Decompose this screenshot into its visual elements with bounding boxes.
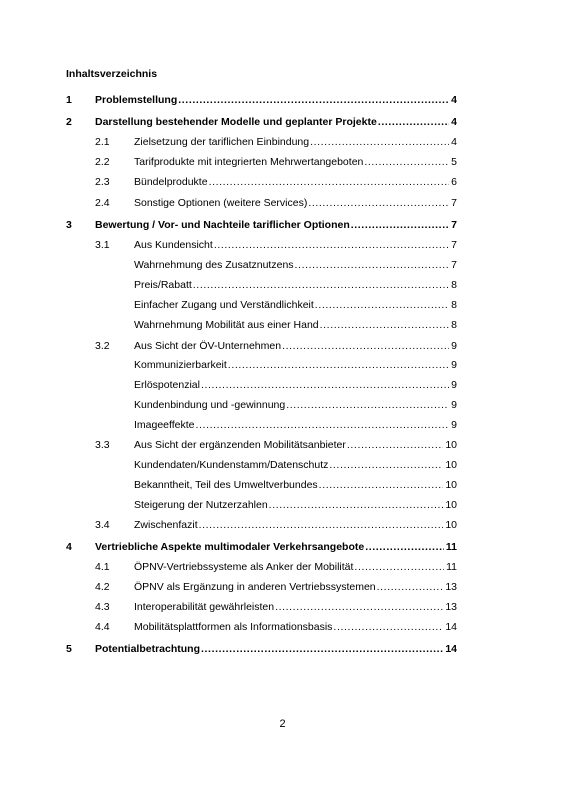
toc-entry-3-3[interactable]	[0, 438, 565, 452]
toc-entry-page: 10	[445, 499, 457, 511]
toc-entry-4-2[interactable]	[0, 580, 565, 594]
toc-entry-page: 14	[445, 643, 457, 655]
toc-entry-3-1-d[interactable]	[0, 318, 565, 332]
toc-entry-page: 13	[445, 601, 457, 613]
toc-entry-page: 7	[451, 259, 457, 271]
toc-entry-title: ÖPNV als Ergänzung in anderen Vertriebssystemen	[134, 581, 376, 593]
toc-entry-title: Kundendaten/Kundenstamm/Datenschutz	[134, 459, 329, 471]
toc-entry-number: 4.1	[95, 561, 110, 573]
dot-leader	[199, 518, 444, 532]
toc-entry-page: 9	[451, 379, 457, 391]
toc-entry-title: Vertriebliche Aspekte multimodaler Verkehrsangebote	[95, 541, 365, 553]
toc-entry-page: 4	[451, 94, 457, 106]
toc-entry-title: Aus Sicht der ergänzenden Mobilitätsanbieter	[134, 439, 346, 451]
page-number: 2	[279, 718, 286, 730]
toc-entry-3[interactable]	[0, 218, 565, 232]
dot-leader	[201, 378, 449, 392]
toc-entry-title: Einfacher Zugang und Verständlichkeit	[134, 299, 314, 311]
toc-entry-title: Kommunizierbarkeit	[134, 359, 227, 371]
toc-entry-5[interactable]	[0, 642, 565, 656]
toc-entry-page: 10	[445, 459, 457, 471]
toc-entry-number: 4.3	[95, 601, 110, 613]
toc-entry-2-4[interactable]	[0, 196, 565, 210]
toc-entry-number: 5	[66, 643, 72, 655]
dot-leader	[308, 196, 449, 210]
toc-entry-title: Bewertung / Vor- und Nachteile tariflicher Optionen	[95, 219, 350, 231]
toc-entry-number: 3	[66, 219, 72, 231]
dot-leader	[351, 218, 449, 232]
toc-entry-page: 6	[451, 176, 457, 188]
toc-entry-2-2[interactable]	[0, 155, 565, 169]
toc-entry-number: 4	[66, 541, 72, 553]
toc-entry-3-4[interactable]	[0, 518, 565, 532]
toc-entry-2-3[interactable]	[0, 175, 565, 189]
dot-leader	[347, 438, 443, 452]
toc-entry-title: Aus Kundensicht	[134, 239, 213, 251]
toc-entry-page: 8	[451, 279, 457, 291]
dot-leader	[214, 238, 449, 252]
toc-entry-4[interactable]	[0, 540, 565, 554]
toc-entry-1[interactable]	[0, 93, 565, 107]
toc-entry-number: 3.3	[95, 439, 110, 451]
toc-entry-title: Mobilitätsplattformen als Informationsbasis	[134, 621, 333, 633]
toc-entry-title: Problemstellung	[95, 94, 178, 106]
toc-entry-title: Wahrnehmung des Zusatznutzens	[134, 259, 294, 271]
dot-leader	[193, 278, 449, 292]
toc-entry-page: 10	[445, 439, 457, 451]
toc-entry-number: 3.4	[95, 519, 110, 531]
toc-entry-title: Aus Sicht der ÖV-Unternehmen	[134, 340, 282, 352]
toc-entry-number: 2.1	[95, 136, 110, 148]
dot-leader	[315, 298, 449, 312]
dot-leader	[295, 258, 450, 272]
toc-entry-page: 5	[451, 156, 457, 168]
toc-entry-3-1[interactable]	[0, 238, 565, 252]
toc-entry-2[interactable]	[0, 115, 565, 129]
dot-leader	[178, 93, 449, 107]
dot-leader	[365, 540, 444, 554]
toc-entry-3-1-a[interactable]	[0, 258, 565, 272]
dot-leader	[201, 642, 443, 656]
toc-entry-page: 7	[451, 239, 457, 251]
toc-entry-number: 2	[66, 116, 72, 128]
dot-leader	[282, 339, 449, 353]
toc-entry-number: 1	[66, 94, 72, 106]
toc-entry-page: 10	[445, 479, 457, 491]
dot-leader	[228, 358, 449, 372]
toc-entry-number: 3.1	[95, 239, 110, 251]
toc-entry-page: 11	[446, 561, 457, 573]
toc-entry-title: Bündelprodukte	[134, 176, 208, 188]
toc-entry-page: 7	[451, 219, 457, 231]
toc-entry-page: 10	[445, 519, 457, 531]
toc-entry-title: Potentialbetrachtung	[95, 643, 201, 655]
toc-entry-title: Kundenbindung und -gewinnung	[134, 399, 286, 411]
dot-leader	[319, 478, 444, 492]
toc-entry-page: 9	[451, 399, 457, 411]
dot-leader	[196, 418, 450, 432]
toc-entry-number: 4.2	[95, 581, 110, 593]
toc-entry-3-3-c[interactable]	[0, 498, 565, 512]
dot-leader	[320, 318, 450, 332]
toc-entry-3-2[interactable]	[0, 339, 565, 353]
toc-entry-4-3[interactable]	[0, 600, 565, 614]
toc-entry-number: 2.3	[95, 176, 110, 188]
toc-entry-page: 9	[451, 419, 457, 431]
toc-entry-page: 11	[445, 541, 457, 553]
dot-leader	[329, 458, 443, 472]
toc-entry-title: Darstellung bestehender Modelle und geplanter Projekte	[95, 116, 377, 128]
dot-leader	[275, 600, 443, 614]
toc-entry-title: Sonstige Optionen (weitere Services)	[134, 197, 308, 209]
toc-entry-4-4[interactable]	[0, 620, 565, 634]
toc-entry-title: ÖPNV-Vertriebssysteme als Anker der Mobilität	[134, 561, 354, 573]
toc-entry-3-1-b[interactable]	[0, 278, 565, 292]
toc-entry-page: 8	[451, 319, 457, 331]
toc-entry-number: 2.2	[95, 156, 110, 168]
dot-leader	[364, 155, 449, 169]
toc-entry-3-2-b[interactable]	[0, 378, 565, 392]
toc-entry-page: 4	[451, 136, 457, 148]
toc-entry-title: Steigerung der Nutzerzahlen	[134, 499, 268, 511]
toc-entry-3-2-d[interactable]	[0, 418, 565, 432]
toc-entry-3-3-a[interactable]	[0, 458, 565, 472]
toc-entry-title: Preis/Rabatt	[134, 279, 192, 291]
toc-entry-title: Wahrnehmung Mobilität aus einer Hand	[134, 319, 319, 331]
toc-entry-3-3-b[interactable]	[0, 478, 565, 492]
dot-leader	[286, 398, 449, 412]
toc-entry-title: Zwischenfazit	[134, 519, 198, 531]
toc-entry-page: 7	[451, 197, 457, 209]
toc-entry-2-1[interactable]	[0, 135, 565, 149]
toc-entry-page: 14	[445, 621, 457, 633]
dot-leader	[378, 115, 449, 129]
dot-leader	[310, 135, 449, 149]
dot-leader	[209, 175, 450, 189]
toc-entry-4-1[interactable]	[0, 560, 565, 574]
toc-entry-number: 4.4	[95, 621, 110, 633]
toc-entry-page: 9	[451, 359, 457, 371]
toc-entry-title: Erlöspotenzial	[134, 379, 200, 391]
dot-leader	[269, 498, 444, 512]
toc-entry-page: 4	[451, 116, 457, 128]
toc-entry-page: 13	[445, 581, 457, 593]
dot-leader	[354, 560, 444, 574]
toc-entry-3-2-c[interactable]	[0, 398, 565, 412]
dot-leader	[377, 580, 444, 594]
toc-entry-page: 8	[451, 299, 457, 311]
toc-entry-title: Tarifprodukte mit integrierten Mehrwertangeboten	[134, 156, 364, 168]
toc-entry-3-1-c[interactable]	[0, 298, 565, 312]
toc-entry-number: 3.2	[95, 340, 110, 352]
toc-entry-3-2-a[interactable]	[0, 358, 565, 372]
toc-entry-title: Bekanntheit, Teil des Umweltverbundes	[134, 479, 318, 491]
toc-entry-title: Interoperabilität gewährleisten	[134, 601, 275, 613]
toc-entry-page: 9	[451, 340, 457, 352]
toc-entry-number: 2.4	[95, 197, 110, 209]
dot-leader	[333, 620, 443, 634]
toc-heading: Inhaltsverzeichnis	[66, 68, 158, 80]
toc-entry-title: Imageeffekte	[134, 419, 195, 431]
toc-entry-title: Zielsetzung der tariflichen Einbindung	[134, 136, 310, 148]
